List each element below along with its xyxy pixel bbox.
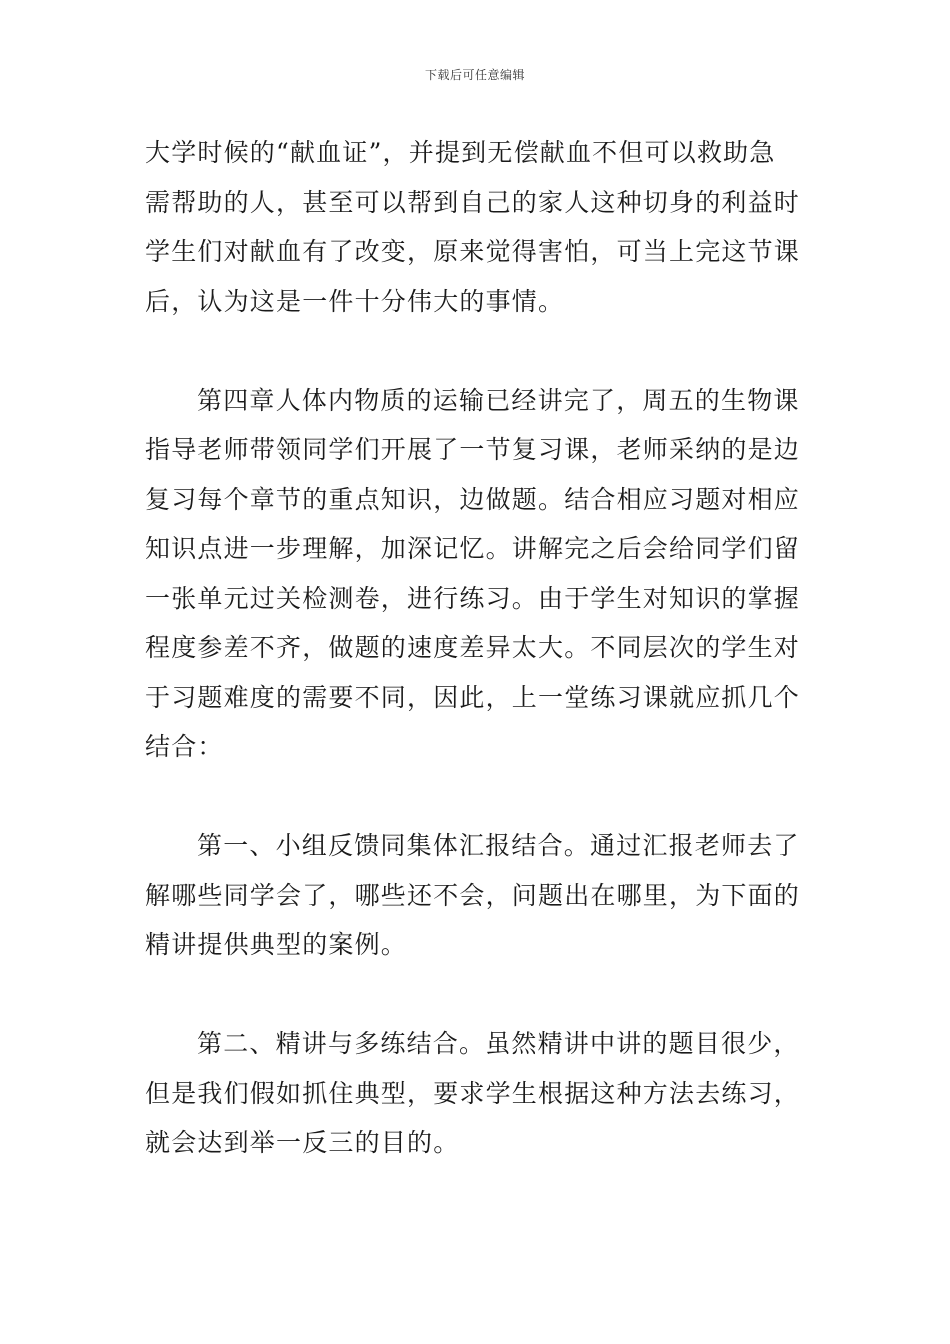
text-line: 第一、小组反馈同集体汇报结合。通过汇报老师去了 [197, 831, 800, 860]
text-line: 一张单元过关检测卷，进行练习。由于学生对知识的掌握 [145, 583, 801, 613]
text-line: 精讲提供典型的案例。 [145, 930, 408, 959]
text-line: 结合： [145, 732, 224, 761]
paragraph-point-one [145, 821, 815, 970]
text-line: 学生们对献血有了改变，原来觉得害怕，可当上完这节课 [145, 237, 801, 266]
text-line: 需帮助的人，甚至可以帮到自己的家人这种切身的利益时 [145, 187, 801, 217]
text-line: 复习每个章节的重点知识，边做题。结合相应习题对相应 [145, 484, 801, 514]
paragraph-blood-donation [145, 128, 815, 326]
paragraph-point-two [145, 1019, 815, 1168]
text-line: 第二、精讲与多练结合。虽然精讲中讲的题目很少， [197, 1029, 800, 1058]
text-line: 大学时候的“献血证”，并提到无偿献血不但可以救助急 [145, 138, 776, 167]
text-line: 于习题难度的需要不同，因此，上一堂练习课就应抓几个 [145, 682, 801, 712]
text-line: 指导老师带领同学们开展了一节复习课，老师采纳的是边 [145, 435, 801, 464]
text-line: 但是我们假如抓住典型，要求学生根据这种方法去练习， [145, 1078, 801, 1108]
paragraph-gap [145, 970, 815, 1020]
text-line: 就会达到举一反三的目的。 [145, 1128, 460, 1157]
paragraph-gap [145, 772, 815, 822]
text-line: 程度参差不齐，做题的速度差异太大。不同层次的学生对 [145, 633, 801, 662]
text-line: 后，认为这是一件十分伟大的事情。 [145, 286, 565, 316]
paragraph-review-class [145, 376, 815, 772]
text-line: 第四章人体内物质的运输已经讲完了，周五的生物课 [197, 385, 800, 415]
paragraph-gap [145, 326, 815, 376]
text-line: 解哪些同学会了，哪些还不会，问题出在哪里，为下面的 [145, 880, 801, 910]
text-line: 知识点进一步理解，加深记忆。讲解完之后会给同学们留 [145, 534, 801, 563]
document-body [145, 128, 815, 1168]
page-header: 下载后可任意编辑 [424, 68, 525, 82]
